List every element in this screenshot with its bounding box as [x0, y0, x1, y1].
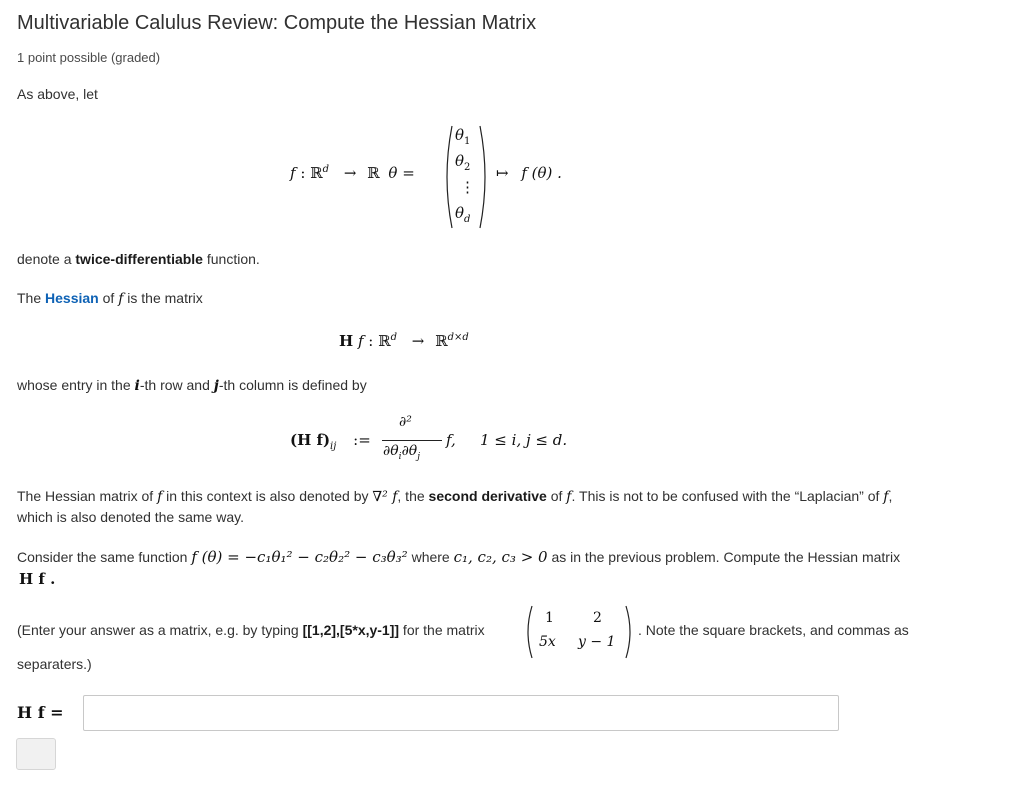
f-symbol: f: [290, 164, 296, 182]
matrix-entry-12: 2: [593, 610, 602, 626]
mapsto-symbol: ↦: [496, 164, 509, 182]
matrix-entry-22: y − 1: [578, 634, 616, 650]
points-label: 1 point possible (graded): [17, 50, 161, 65]
denote-text: denote a twice-differentiable function.: [17, 251, 260, 267]
numerator: ∂²: [399, 414, 412, 430]
colon: :: [295, 164, 311, 182]
matrix-left-paren: [528, 606, 532, 658]
real-symbol: ℝ: [367, 164, 380, 182]
theta2: $\theta_2$: [455, 152, 471, 173]
matrix-entry-21: 5x: [539, 634, 556, 650]
whose-entry-text: whose entry in the i-th row and j-th column is defined by: [17, 377, 367, 394]
f-comma: f,: [446, 431, 456, 449]
theta-eq: θ =: [388, 164, 415, 182]
hf-end: H f .: [19, 570, 56, 588]
answer-label: H f =: [17, 703, 64, 722]
function-definition: [290, 164, 415, 182]
arrow: →: [343, 164, 357, 182]
index-range: 1 ≤ i, j ≤ d.: [480, 431, 568, 449]
problem-title: Multivariable Calulus Review: Compute the Hessian Matrix: [17, 12, 537, 34]
answer-input[interactable]: [83, 695, 839, 731]
vdots: ⋮: [460, 178, 475, 196]
enter-instructions: (Enter your answer as a matrix, e.g. by typing [[1,2],[5*x,y-1]] for the matrix: [17, 622, 485, 638]
also-denoted-text: The Hessian matrix of f in this context is also denoted by ∇² f, the second derivative of f. This is not to be confused with the “Laplacian” of f,: [17, 488, 893, 505]
matrix-right-paren: [626, 606, 630, 658]
hessian-intro: The Hessian of f is the matrix: [17, 290, 203, 307]
example-matrix: [524, 604, 636, 660]
f-of-theta: f (θ) .: [521, 164, 562, 182]
real-d-symbol: ℝ: [310, 164, 323, 182]
thetad: $\theta_d$: [455, 204, 471, 225]
left-paren: [447, 126, 452, 228]
right-paren: [480, 126, 485, 228]
enter-instructions-tail: . Note the square brackets, and commas as: [638, 622, 909, 638]
also-denoted-line2: which is also denoted the same way.: [17, 509, 244, 525]
matrix-entry-11: 1: [545, 610, 554, 626]
consider-text: Consider the same function f (θ) = −c₁θ₁² − c₂θ₂² − c₃θ₃² where c₁, c₂, c₃ > 0 as in the previous problem. Compute the Hessian matrix: [17, 548, 901, 566]
maps-to: [496, 164, 562, 182]
hessian-map: H f : ℝ$^d$ → ℝ$^{d\times d}$: [339, 332, 469, 350]
denominator: $\partial\theta_i\partial\theta_j$: [383, 443, 421, 462]
dim-superscript: d: [322, 164, 330, 175]
as-above-text: As above, let: [17, 86, 98, 102]
enter-instructions-line2: separaters.): [17, 656, 92, 672]
hessian-entry-lhs: (H $f)_{ij}$ :=: [290, 431, 371, 452]
hessian-link[interactable]: Hessian: [45, 290, 99, 306]
fraction-bar: [382, 440, 442, 441]
submit-button[interactable]: [16, 738, 56, 770]
theta1: $\theta_1$: [455, 126, 471, 147]
